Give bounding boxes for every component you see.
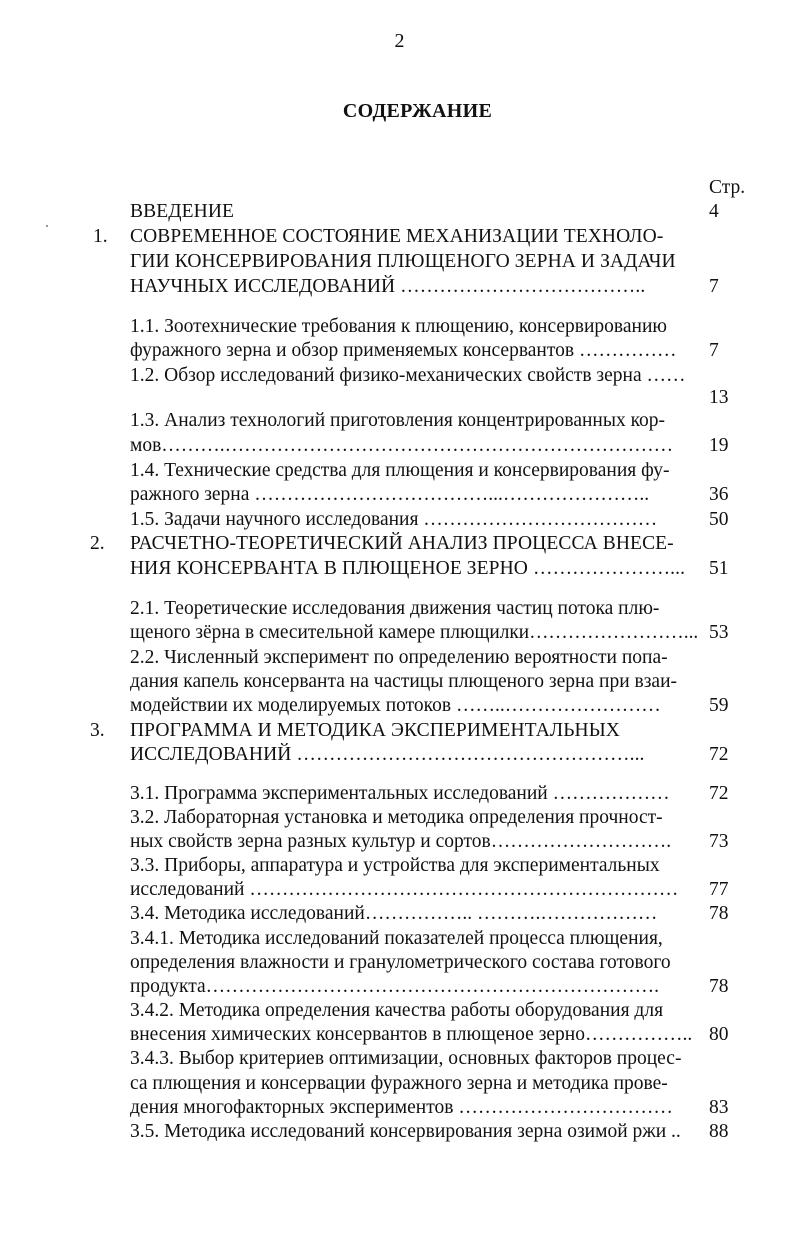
toc-line: ВВЕДЕНИЕ: [130, 201, 235, 222]
toc-line: мов……….……………………………………………………………: [130, 435, 674, 456]
toc-line: фуражного зерна и обзор применяемых консервантов ……………: [130, 340, 677, 361]
toc-line: 3.4. Методика исследований…………….. ……….………………: [130, 903, 658, 924]
toc-line: 1.1. Зоотехнические требования к плющению, консервированию: [130, 316, 667, 337]
toc-line: исследований …………………………………………………………: [130, 879, 679, 900]
toc-title: СОДЕРЖАНИЕ: [342, 100, 493, 122]
toc-line: 3.5. Методика исследований консервирования зерна озимой ржи ..: [130, 1121, 681, 1142]
toc-line: дения многофакторных экспериментов ……………………………: [130, 1097, 673, 1118]
scan-speck: [46, 225, 48, 227]
toc-page: 80: [709, 1024, 729, 1045]
toc-line: ражного зерна ………………………………...…………………..: [130, 484, 650, 505]
toc-line: 1.5. Задачи научного исследования ………………………………: [130, 509, 658, 530]
toc-page: 51: [709, 558, 729, 579]
toc-page: 72: [709, 783, 729, 804]
toc-line: 1.3. Анализ технологий приготовления концентрированных кор-: [130, 410, 666, 431]
toc-page: 88: [709, 1121, 729, 1142]
page-number: 2: [394, 30, 405, 52]
toc-line: НИЯ КОНСЕРВАНТА В ПЛЮЩЕНОЕ ЗЕРНО …………………...: [130, 558, 686, 579]
toc-line: 3.4.3. Выбор критериев оптимизации, основных факторов процес-: [130, 1048, 682, 1069]
toc-line: НАУЧНЫХ ИССЛЕДОВАНИЙ ………………………………..: [130, 276, 646, 297]
toc-line: продукта…………………………………………………………….: [130, 976, 660, 997]
toc-line: щеного зёрна в смесительной камере плющилки……………………...: [130, 622, 699, 643]
toc-page: 7: [709, 340, 719, 361]
toc-page: 59: [709, 695, 729, 716]
toc-line: са плющения и консервации фуражного зерна и методика прове-: [130, 1073, 668, 1094]
toc-line: 1.4. Технические средства для плющения и консервирования фу-: [130, 460, 670, 481]
toc-line: определения влажности и гранулометрического состава готового: [130, 952, 671, 973]
section-number: 1.: [93, 226, 108, 247]
toc-line: 3.2. Лабораторная установка и методика определения прочност-: [130, 807, 663, 828]
toc-line: СОВРЕМЕННОЕ СОСТОЯНИЕ МЕХАНИЗАЦИИ ТЕХНОЛО-: [130, 226, 664, 247]
toc-line: 3.1. Программа экспериментальных исследований ………………: [130, 783, 670, 804]
toc-line: ГИИ КОНСЕРВИРОВАНИЯ ПЛЮЩЕНОГО ЗЕРНА И ЗАДАЧИ: [130, 251, 676, 272]
toc-line: 3.3. Приборы, аппаратура и устройства для экспериментальных: [130, 855, 660, 876]
toc-page: 36: [709, 484, 729, 505]
toc-line: ПРОГРАММА И МЕТОДИКА ЭКСПЕРИМЕНТАЛЬНЫХ: [130, 720, 620, 741]
toc-line: модействии их моделируемых потоков ……..……………………: [130, 695, 661, 716]
toc-page: 73: [709, 831, 729, 852]
toc-page: 83: [709, 1097, 729, 1118]
toc-page: 72: [709, 744, 729, 765]
toc-line: внесения химических консервантов в плющеное зерно……………..: [130, 1024, 693, 1045]
page-column-header: Стр.: [709, 177, 746, 198]
toc-line: 3.4.2. Методика определения качества работы оборудования для: [130, 1000, 664, 1021]
toc-page: 53: [709, 622, 729, 643]
toc-line: 2.1. Теоретические исследования движения частиц потока плю-: [130, 598, 660, 619]
toc-line: РАСЧЕТНО-ТЕОРЕТИЧЕСКИЙ АНАЛИЗ ПРОЦЕССА ВНЕСЕ-: [130, 533, 674, 554]
toc-page: 13: [709, 387, 729, 408]
section-number: 3.: [90, 720, 105, 741]
toc-page: 7: [709, 276, 719, 297]
toc-line: ных свойств зерна разных культур и сортов……………………….: [130, 831, 672, 852]
section-number: 2.: [90, 533, 105, 554]
toc-page: 50: [709, 509, 729, 530]
toc-line: 3.4.1. Методика исследований показателей процесса плющения,: [130, 928, 663, 949]
toc-line: дания капель консерванта на частицы плющеного зерна при взаи-: [130, 671, 677, 692]
toc-line: 1.2. Обзор исследований физико-механических свойств зерна ……: [130, 365, 686, 386]
toc-page: 78: [709, 903, 729, 924]
toc-line: 2.2. Численный эксперимент по определению вероятности попа-: [130, 647, 668, 668]
toc-page: 19: [709, 435, 729, 456]
toc-page: 78: [709, 976, 729, 997]
toc-page: 4: [709, 201, 719, 222]
toc-page: 77: [709, 879, 729, 900]
toc-line: ИССЛЕДОВАНИЙ ……………………………………………...: [130, 744, 645, 765]
